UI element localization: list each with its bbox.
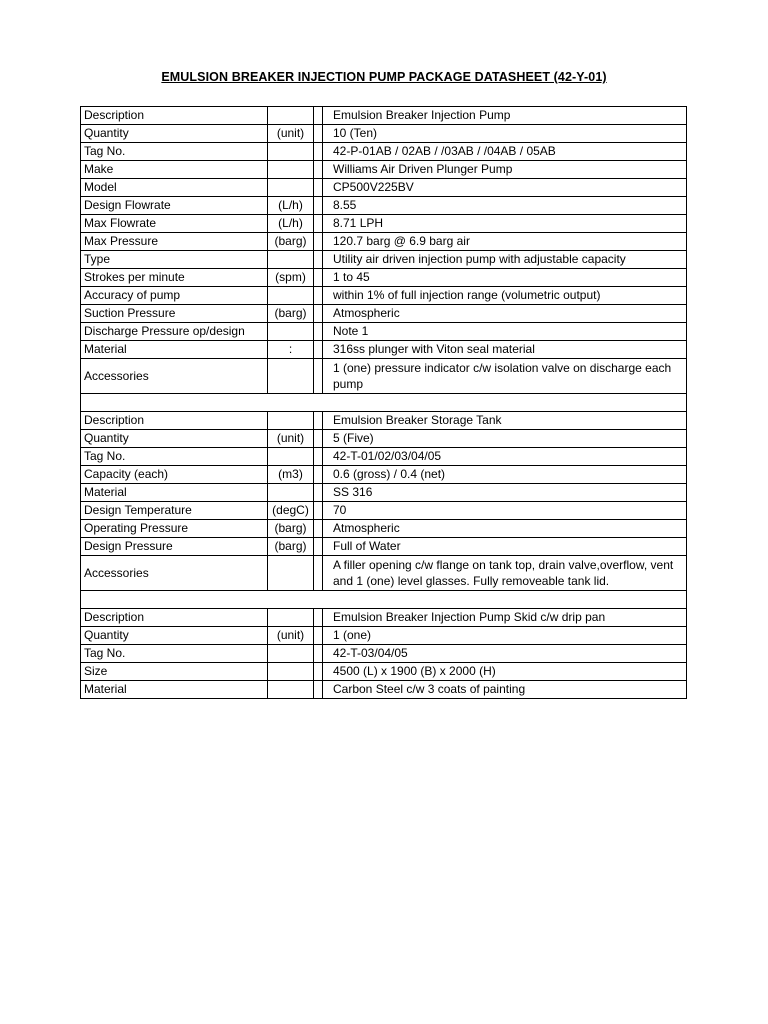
row-unit: [268, 484, 314, 502]
row-value: Emulsion Breaker Storage Tank: [323, 412, 687, 430]
row-label: Max Flowrate: [81, 215, 268, 233]
row-label: Accessories: [81, 359, 268, 394]
gap-cell: [314, 609, 323, 627]
row-unit: [268, 645, 314, 663]
row-label: Make: [81, 161, 268, 179]
gap-cell: [314, 430, 323, 448]
gap-cell: [314, 143, 323, 161]
gap-cell: [314, 448, 323, 466]
gap-cell: [314, 125, 323, 143]
row-label: Design Flowrate: [81, 197, 268, 215]
gap-cell: [314, 305, 323, 323]
row-value: Atmospheric: [323, 520, 687, 538]
row-unit: [268, 161, 314, 179]
row-label: Material: [81, 681, 268, 699]
gap-cell: [314, 627, 323, 645]
gap-cell: [314, 412, 323, 430]
row-label: Capacity (each): [81, 466, 268, 484]
row-label: Strokes per minute: [81, 269, 268, 287]
row-value: Note 1: [323, 323, 687, 341]
row-unit: (unit): [268, 430, 314, 448]
table-row: [81, 448, 687, 466]
row-label: Max Pressure: [81, 233, 268, 251]
table-row: [81, 645, 687, 663]
gap-cell: [314, 107, 323, 125]
table-row: [81, 107, 687, 125]
row-value: 5 (Five): [323, 430, 687, 448]
row-unit: (L/h): [268, 197, 314, 215]
row-unit: (barg): [268, 305, 314, 323]
row-value: 42-T-01/02/03/04/05: [323, 448, 687, 466]
row-label: Quantity: [81, 627, 268, 645]
row-label: Tag No.: [81, 448, 268, 466]
gap-cell: [314, 359, 323, 394]
row-value: 42-T-03/04/05: [323, 645, 687, 663]
row-label: Accessories: [81, 556, 268, 591]
row-unit: [268, 412, 314, 430]
row-value: CP500V225BV: [323, 179, 687, 197]
table-row: [81, 430, 687, 448]
table-row: [81, 215, 687, 233]
row-label: Quantity: [81, 430, 268, 448]
table-row: [81, 125, 687, 143]
gap-cell: [314, 179, 323, 197]
gap-cell: [314, 323, 323, 341]
gap-cell: [314, 466, 323, 484]
table-row: [81, 161, 687, 179]
row-unit: :: [268, 341, 314, 359]
row-label: Operating Pressure: [81, 520, 268, 538]
table-row: [81, 663, 687, 681]
row-label: Material: [81, 484, 268, 502]
table-row: [81, 627, 687, 645]
table-row: [81, 233, 687, 251]
gap-cell: [314, 520, 323, 538]
row-unit: (barg): [268, 233, 314, 251]
gap-cell: [314, 233, 323, 251]
row-unit: [268, 609, 314, 627]
table-row: [81, 197, 687, 215]
table-row: [81, 520, 687, 538]
gap-cell: [314, 215, 323, 233]
row-label: Model: [81, 179, 268, 197]
row-label: Tag No.: [81, 645, 268, 663]
row-label: Size: [81, 663, 268, 681]
row-unit: (degC): [268, 502, 314, 520]
gap-cell: [314, 269, 323, 287]
table-row: [81, 341, 687, 359]
row-value: 8.55: [323, 197, 687, 215]
gap-cell: [314, 484, 323, 502]
row-unit: (spm): [268, 269, 314, 287]
row-value: 42-P-01AB / 02AB / /03AB / /04AB / 05AB: [323, 143, 687, 161]
row-value: Emulsion Breaker Injection Pump Skid c/w drip pan: [323, 609, 687, 627]
row-value: 316ss plunger with Viton seal material: [323, 341, 687, 359]
table-row: [81, 269, 687, 287]
gap-cell: [314, 502, 323, 520]
datasheet-title: EMULSION BREAKER INJECTION PUMP PACKAGE DATASHEET (42-Y-01): [161, 70, 607, 84]
row-value: Atmospheric: [323, 305, 687, 323]
gap-cell: [314, 538, 323, 556]
row-label: Design Temperature: [81, 502, 268, 520]
gap-cell: [314, 663, 323, 681]
row-unit: (m3): [268, 466, 314, 484]
row-unit: [268, 663, 314, 681]
row-value: 8.71 LPH: [323, 215, 687, 233]
row-value: A filler opening c/w flange on tank top, drain valve,overflow, vent and 1 (one) level glasses. Fully removeable tank lid.: [323, 556, 687, 591]
row-value: Emulsion Breaker Injection Pump: [323, 107, 687, 125]
table-row: [81, 609, 687, 627]
row-value: Full of Water: [323, 538, 687, 556]
row-label: Suction Pressure: [81, 305, 268, 323]
gap-cell: [314, 341, 323, 359]
table-row: [81, 502, 687, 520]
table-row: [81, 466, 687, 484]
table-row: [81, 359, 687, 394]
row-unit: [268, 179, 314, 197]
datasheet-table: [80, 106, 687, 699]
table-row: [81, 412, 687, 430]
gap-cell: [314, 161, 323, 179]
row-value: within 1% of full injection range (volumetric output): [323, 287, 687, 305]
row-label: Description: [81, 107, 268, 125]
table-row: [81, 251, 687, 269]
row-unit: [268, 681, 314, 699]
row-value: 70: [323, 502, 687, 520]
table-row: [81, 179, 687, 197]
table-row: [81, 287, 687, 305]
row-label: Design Pressure: [81, 538, 268, 556]
row-label: Material: [81, 341, 268, 359]
row-unit: (L/h): [268, 215, 314, 233]
row-label: Tag No.: [81, 143, 268, 161]
row-unit: (unit): [268, 627, 314, 645]
gap-cell: [314, 681, 323, 699]
table-row: [81, 305, 687, 323]
row-unit: [268, 323, 314, 341]
section-spacer: [81, 394, 687, 412]
table-row: [81, 538, 687, 556]
table-row: [81, 484, 687, 502]
gap-cell: [314, 251, 323, 269]
row-unit: [268, 556, 314, 591]
row-unit: [268, 359, 314, 394]
row-value: 4500 (L) x 1900 (B) x 2000 (H): [323, 663, 687, 681]
row-unit: [268, 143, 314, 161]
row-unit: (barg): [268, 538, 314, 556]
row-unit: [268, 448, 314, 466]
row-label: Discharge Pressure op/design: [81, 323, 268, 341]
spacer-cell: [81, 591, 687, 609]
row-value: Utility air driven injection pump with adjustable capacity: [323, 251, 687, 269]
row-label: Description: [81, 609, 268, 627]
row-value: 0.6 (gross) / 0.4 (net): [323, 466, 687, 484]
row-value: Carbon Steel c/w 3 coats of painting: [323, 681, 687, 699]
row-value: 1 (one): [323, 627, 687, 645]
row-value: Williams Air Driven Plunger Pump: [323, 161, 687, 179]
row-unit: [268, 107, 314, 125]
row-label: Description: [81, 412, 268, 430]
row-value: 120.7 barg @ 6.9 barg air: [323, 233, 687, 251]
gap-cell: [314, 287, 323, 305]
spacer-cell: [81, 394, 687, 412]
row-unit: [268, 287, 314, 305]
section-spacer: [81, 591, 687, 609]
row-value: 10 (Ten): [323, 125, 687, 143]
table-row: [81, 681, 687, 699]
row-unit: [268, 251, 314, 269]
gap-cell: [314, 197, 323, 215]
table-row: [81, 556, 687, 591]
row-unit: (unit): [268, 125, 314, 143]
row-label: Accuracy of pump: [81, 287, 268, 305]
row-value: SS 316: [323, 484, 687, 502]
gap-cell: [314, 645, 323, 663]
row-label: Quantity: [81, 125, 268, 143]
table-row: [81, 143, 687, 161]
row-value: 1 (one) pressure indicator c/w isolation valve on discharge each pump: [323, 359, 687, 394]
gap-cell: [314, 556, 323, 591]
table-row: [81, 323, 687, 341]
row-value: 1 to 45: [323, 269, 687, 287]
row-unit: (barg): [268, 520, 314, 538]
row-label: Type: [81, 251, 268, 269]
